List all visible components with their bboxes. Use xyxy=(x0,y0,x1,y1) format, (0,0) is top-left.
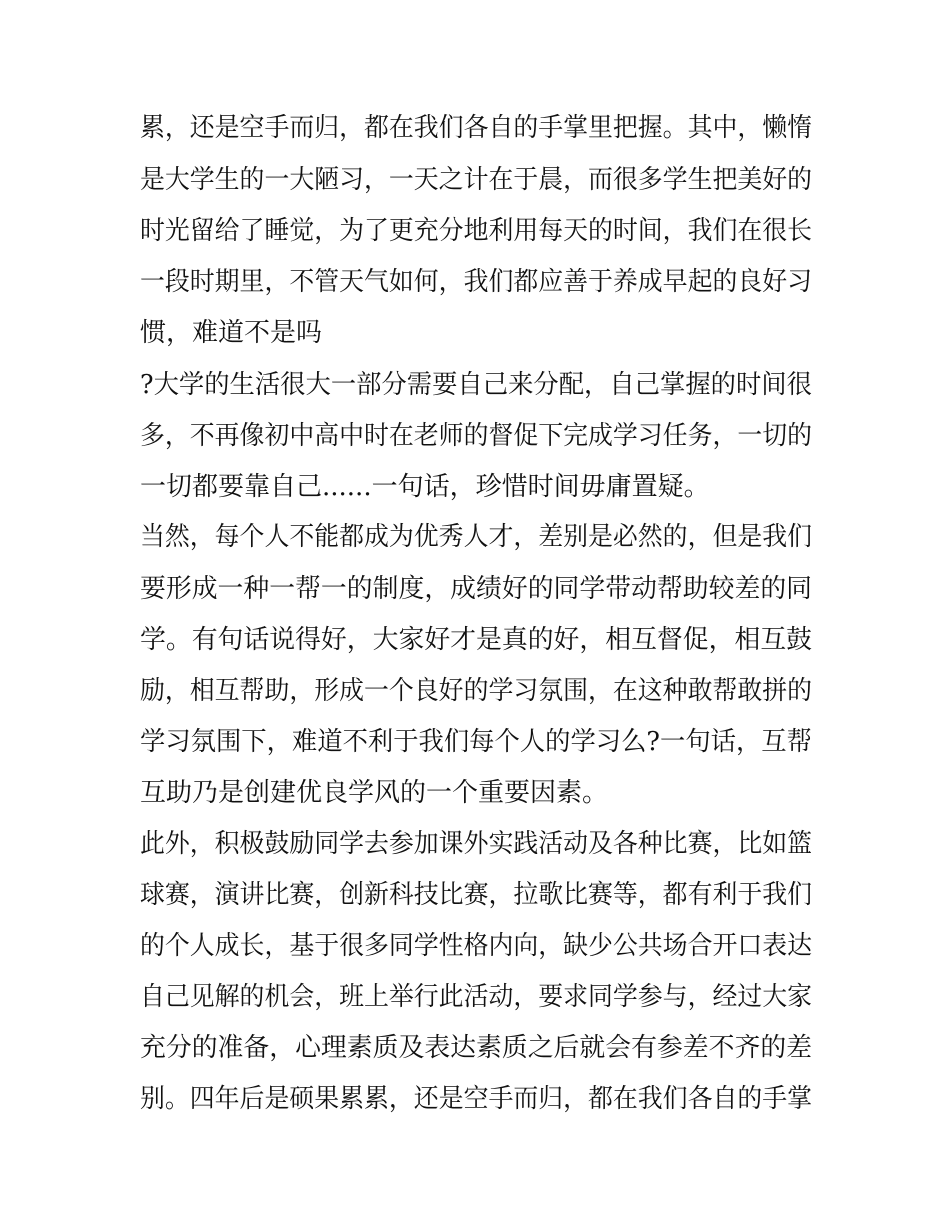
text-line: 多，不再像初中高中时在老师的督促下完成学习任务，一切的 xyxy=(140,421,813,451)
text-line: 别。四年后是硕果累累，还是空手而归，都在我们各自的手掌 xyxy=(140,1084,813,1114)
text-line: 要形成一种一帮一的制度，成绩好的同学带动帮助较差的同 xyxy=(140,574,813,604)
text-line: 互助乃是创建优良学风的一个重要因素。 xyxy=(140,778,609,808)
text-line: 学习氛围下，难道不利于我们每个人的学习么?一句话，互帮 xyxy=(140,727,812,757)
text-line: 一段时期里，不管天气如何，我们都应善于养成早起的良好习 xyxy=(140,267,813,297)
text-line: 一切都要靠自己......一句话，珍惜时间毋庸置疑。 xyxy=(140,472,710,502)
text-line: 此外，积极鼓励同学去参加课外实践活动及各种比赛，比如篮 xyxy=(140,829,813,859)
text-line: 时光留给了睡觉，为了更充分地利用每天的时间，我们在很长 xyxy=(140,216,813,246)
text-line: 当然，每个人不能都成为优秀人才，差别是必然的，但是我们 xyxy=(140,522,813,552)
text-line: 是大学生的一大陋习，一天之计在于晨，而很多学生把美好的 xyxy=(140,165,813,195)
text-line: 学。有句话说得好，大家好才是真的好，相互督促，相互鼓 xyxy=(140,625,813,655)
text-line: 惯，难道不是吗 xyxy=(140,318,323,348)
text-line: 充分的准备，心理素质及表达素质之后就会有参差不齐的差 xyxy=(140,1033,813,1063)
text-line: 累，还是空手而归，都在我们各自的手掌里把握。其中，懒惰 xyxy=(140,113,813,143)
text-line: 球赛，演讲比赛，创新科技比赛，拉歌比赛等，都有利于我们 xyxy=(140,880,813,910)
text-line: ?大学的生活很大一部分需要自己来分配，自己掌握的时间很 xyxy=(140,370,812,400)
text-line: 自己见解的机会，班上举行此活动，要求同学参与，经过大家 xyxy=(140,982,813,1012)
text-line: 的个人成长，基于很多同学性格内向，缺少公共场合开口表达 xyxy=(140,931,813,961)
text-line: 励，相互帮助，形成一个良好的学习氛围，在这种敢帮敢拼的 xyxy=(140,676,813,706)
